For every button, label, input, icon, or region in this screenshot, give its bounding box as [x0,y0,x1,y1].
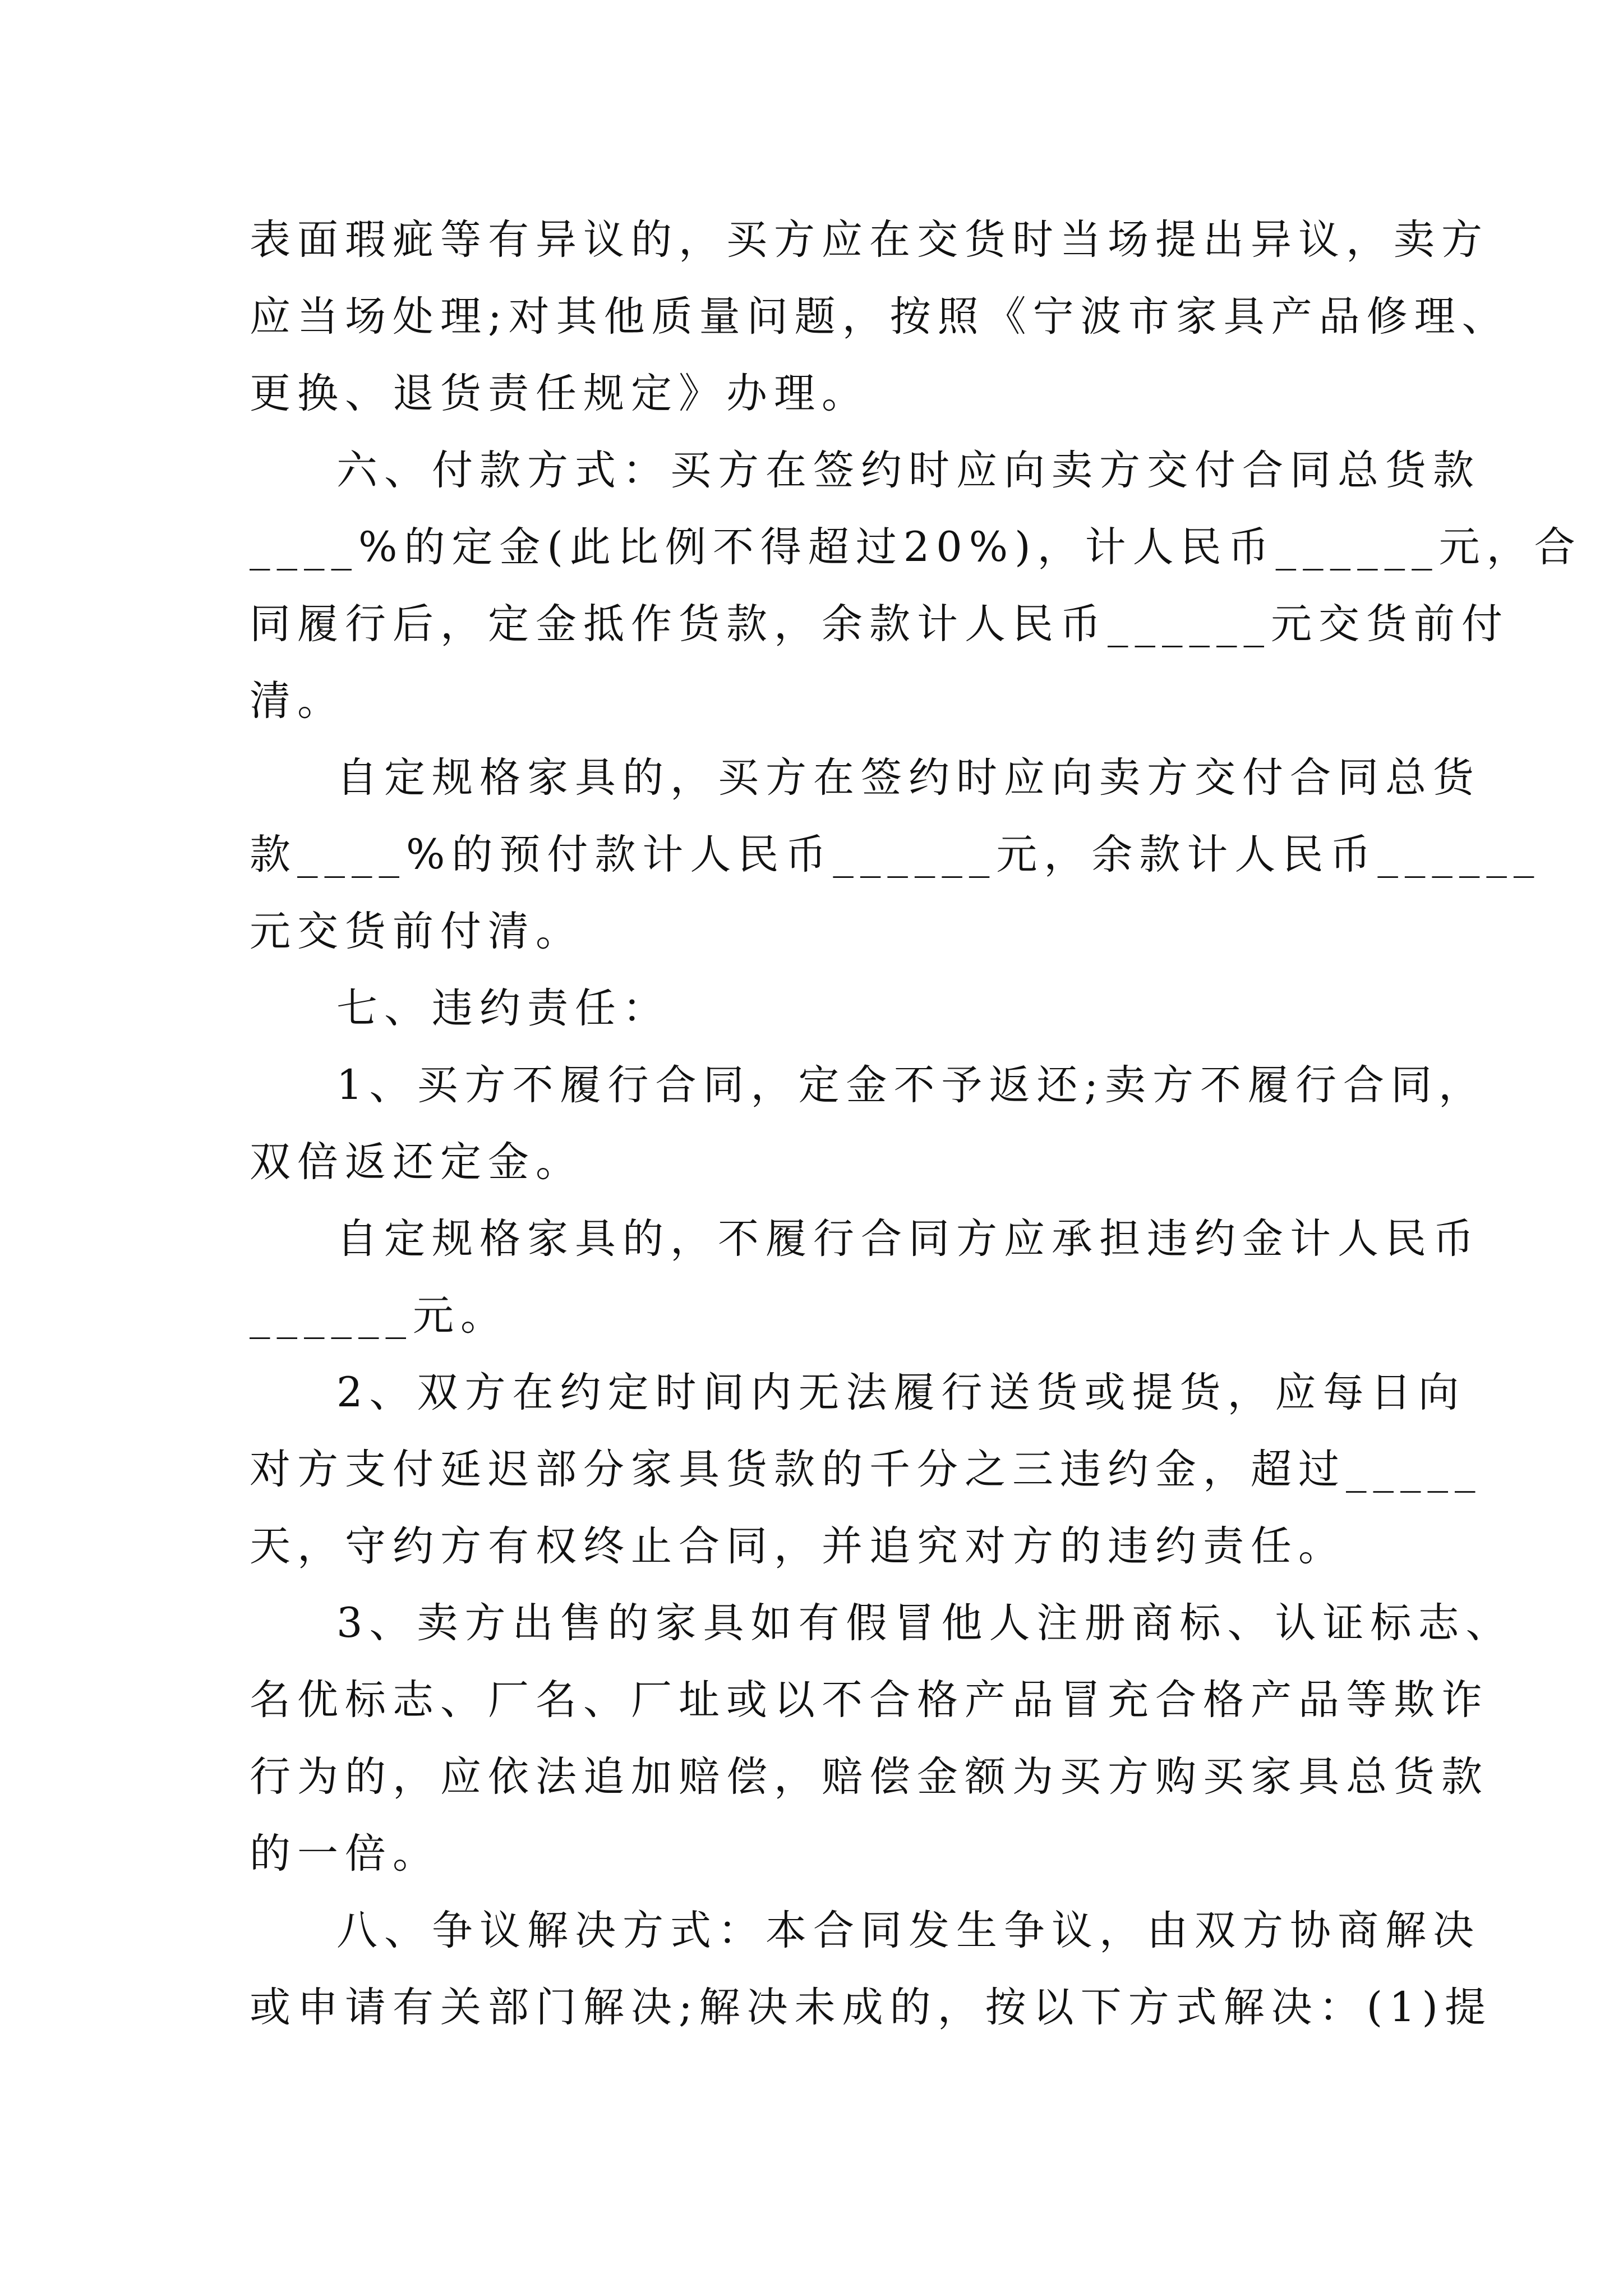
text-line: 1、买方不履行合同，定金不予返还;卖方不履行合同， [336,1061,1487,1109]
text-line: 天，守约方有权终止合同，并追究对方的违约责任。 [250,1522,1346,1570]
text-line: 行为的，应依法追加赔偿，赔偿金额为买方购买家具总货款 [250,1753,1489,1801]
text-line: 款____%的预付款计人民币______元，余款计人民币______ [250,831,1541,878]
text-line: 八、争议解决方式：本合同发生争议，由双方协商解决 [336,1907,1481,1954]
text-line: ______元。 [250,1292,508,1340]
text-line: 自定规格家具的，买方在签约时应向卖方交付合同总货 [336,754,1481,802]
text-line: 应当场处理;对其他质量问题，按照《宁波市家具产品修理、 [250,293,1510,341]
text-line: ____%的定金(此比例不得超过20%)，计人民币______元，合 [250,523,1582,571]
text-line: 或申请有关部门解决;解决未成的，按以下方式解决：(1)提 [250,1984,1492,2031]
text-line: 自定规格家具的，不履行合同方应承担违约金计人民币 [336,1215,1481,1263]
section-heading: 七、违约责任： [336,984,670,1032]
text-line: 更换、退货责任规定》办理。 [250,370,869,417]
text-line: 表面瑕疵等有异议的，买方应在交货时当场提出异议，卖方 [250,216,1489,264]
text-line: 同履行后，定金抵作货款，余款计人民币______元交货前付 [250,600,1509,648]
text-line: 对方支付延迟部分家具货款的千分之三违约金，超过_____ [250,1446,1482,1493]
text-line: 六、付款方式：买方在签约时应向卖方交付合同总货款 [336,447,1481,494]
text-line: 双倍返还定金。 [250,1138,583,1186]
text-line: 清。 [250,677,345,725]
text-line: 的一倍。 [250,1830,440,1878]
text-line: 2、双方在约定时间内无法履行送货或提货，应每日向 [336,1369,1466,1416]
text-line: 元交货前付清。 [250,908,583,955]
text-line: 名优标志、厂名、厂址或以不合格产品冒充合格产品等欺诈 [250,1676,1489,1724]
text-line: 3、卖方出售的家具如有假冒他人注册商标、认证标志、 [336,1599,1514,1647]
